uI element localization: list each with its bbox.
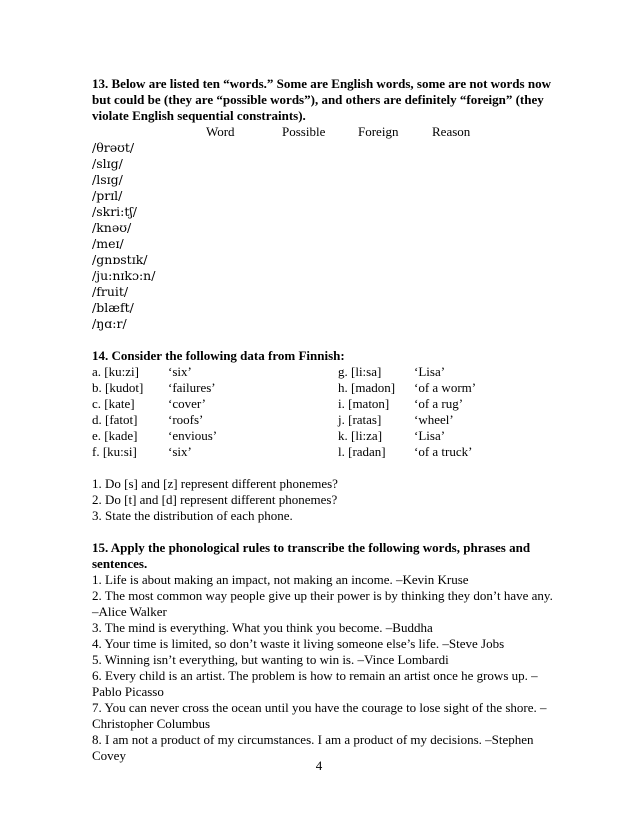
- finnish-data-table: [92, 364, 562, 460]
- gloss-cell: ‘six’: [168, 364, 192, 379]
- word-item: /slɪg/: [92, 156, 123, 171]
- form-cell: g. [li:sa]: [338, 364, 382, 379]
- table-row: [92, 444, 562, 460]
- form-cell: b. [kudot]: [92, 380, 144, 395]
- page-number: 4: [315, 758, 323, 773]
- column-reason: Reason: [432, 124, 471, 139]
- q15-heading: 15. Apply the phonological rules to transcribe the following words, phrases and sentences.: [92, 540, 531, 571]
- q15-items: [92, 572, 562, 764]
- quote-item: 2. The most common way people give up their power is by thinking they don’t have any. –Alice Walker: [92, 588, 553, 619]
- quote-item: 4. Your time is limited, so don’t waste it living someone else’s life. –Steve Jobs: [92, 636, 505, 651]
- gloss-cell: ‘roofs’: [168, 412, 204, 427]
- document-page: [92, 76, 562, 764]
- word-item: /meɪ/: [92, 236, 124, 251]
- word-item: /θrəʊt/: [92, 140, 135, 155]
- word-item: /prɪl/: [92, 188, 123, 203]
- table-row: [92, 380, 562, 396]
- q13-column-headers: [92, 124, 562, 140]
- word-item: /knəʊ/: [92, 220, 132, 235]
- gloss-cell: ‘of a truck’: [414, 444, 473, 459]
- quote-item: 5. Winning isn’t everything, but wanting to win is. –Vince Lombardi: [92, 652, 449, 667]
- quote-item: 1. Life is about making an impact, not making an income. –Kevin Kruse: [92, 572, 469, 587]
- word-item: /lsɪg/: [92, 172, 123, 187]
- gloss-cell: ‘wheel’: [414, 412, 454, 427]
- q13-heading: 13. Below are listed ten “words.” Some are English words, some are not words now but could be (they are “possible words”), and others are definitely “foreign” (they violate English sequential constraints).: [92, 76, 551, 123]
- table-row: [92, 364, 562, 380]
- table-row: [92, 412, 562, 428]
- form-cell: e. [kade]: [92, 428, 138, 443]
- word-item: /skri:tʃ/: [92, 204, 138, 219]
- gloss-cell: ‘of a worm’: [414, 380, 477, 395]
- form-cell: i. [maton]: [338, 396, 390, 411]
- form-cell: h. [madon]: [338, 380, 396, 395]
- form-cell: l. [radan]: [338, 444, 386, 459]
- column-possible: Possible: [282, 124, 326, 139]
- q13-word-list: [92, 140, 562, 332]
- gloss-cell: ‘Lisa’: [414, 364, 446, 379]
- form-cell: d. [fatot]: [92, 412, 138, 427]
- q14-heading: 14. Consider the following data from Finnish:: [92, 348, 345, 363]
- word-item: /ŋɑ:r/: [92, 316, 127, 331]
- word-item: /gnɒstɪk/: [92, 252, 148, 267]
- quote-item: 3. The mind is everything. What you think you become. –Buddha: [92, 620, 433, 635]
- form-cell: j. [ratas]: [338, 412, 382, 427]
- word-item: /blæft/: [92, 300, 134, 315]
- gloss-cell: ‘of a rug’: [414, 396, 464, 411]
- gloss-cell: ‘cover’: [168, 396, 207, 411]
- form-cell: k. [li:za]: [338, 428, 383, 443]
- gloss-cell: ‘failures’: [168, 380, 216, 395]
- form-cell: a. [ku:zi]: [92, 364, 139, 379]
- question-item: 3. State the distribution of each phone.: [92, 508, 293, 523]
- quote-item: 8. I am not a product of my circumstances. I am a product of my decisions. –Stephen Covey: [92, 732, 534, 763]
- quote-item: 6. Every child is an artist. The problem is how to remain an artist once he grows up. –Pablo Picasso: [92, 668, 538, 699]
- gloss-cell: ‘Lisa’: [414, 428, 446, 443]
- question-item: 1. Do [s] and [z] represent different phonemes?: [92, 476, 338, 491]
- q14-questions: [92, 476, 562, 524]
- word-item: /fruit/: [92, 284, 129, 299]
- column-word: Word: [206, 124, 235, 139]
- gloss-cell: ‘six’: [168, 444, 192, 459]
- question-item: 2. Do [t] and [d] represent different phonemes?: [92, 492, 338, 507]
- table-row: [92, 428, 562, 444]
- gloss-cell: ‘envious’: [168, 428, 218, 443]
- quote-item: 7. You can never cross the ocean until you have the courage to lose sight of the shore. –Christopher Columbus: [92, 700, 547, 731]
- word-item: /ju:nɪkɔ:n/: [92, 268, 156, 283]
- form-cell: c. [kate]: [92, 396, 135, 411]
- column-foreign: Foreign: [358, 124, 399, 139]
- table-row: [92, 396, 562, 412]
- form-cell: f. [ku:si]: [92, 444, 137, 459]
